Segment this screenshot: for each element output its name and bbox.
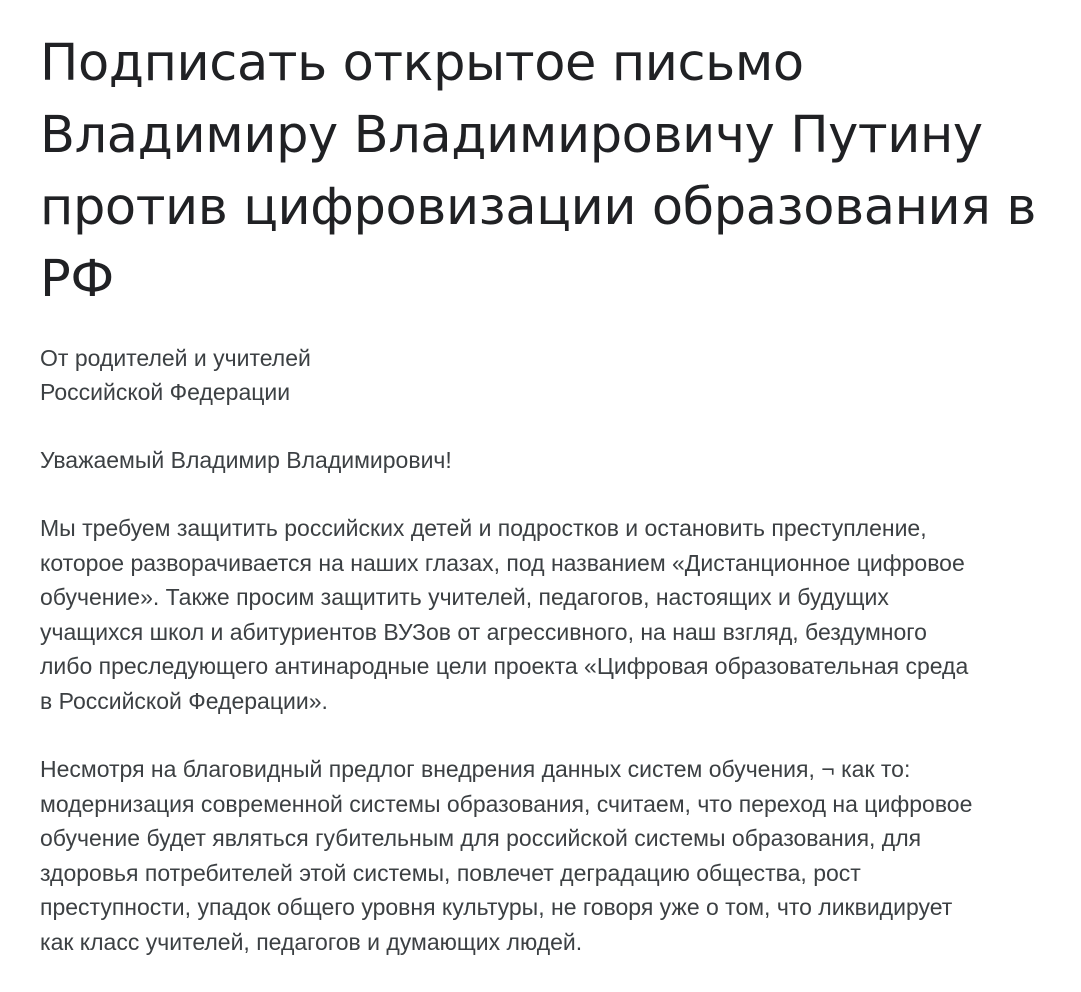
greeting: Уважаемый Владимир Владимирович!: [40, 447, 452, 473]
paragraph-line: Мы требуем защитить российских детей и подростков и остановить преступление,: [40, 515, 927, 541]
paragraph-line: учащихся школ и абитуриентов ВУЗов от агрессивного, на наш взгляд, бездумного: [40, 618, 927, 645]
paragraph-line: здоровья потребителей этой системы, повлечет деградацию общества, рост: [40, 859, 861, 886]
page-title: [40, 28, 1060, 316]
paragraph-line: в Российской Федерации».: [40, 687, 328, 714]
sender-line: От родителей и учителей: [40, 345, 311, 371]
body-paragraph-2: [40, 752, 1081, 959]
paragraph-line: которое разворачивается на наших глазах, под названием «Дистанционное цифровое: [40, 549, 965, 576]
paragraph-line: модернизация современной системы образования, считаем, что переход на цифровое: [40, 790, 973, 817]
paragraph-line: обучение будет являться губительным для российской системы образования, для: [40, 825, 922, 851]
sender-line: Российской Федерации: [40, 379, 291, 405]
paragraph-line: либо преследующего антинародные цели проекта «Цифровая образовательная среда: [40, 653, 969, 679]
title-line: против цифровизации образования в: [40, 178, 1037, 237]
sender-block: [40, 341, 1081, 409]
title-line: Владимиру Владимировичу Путину: [40, 106, 983, 165]
paragraph-line: обучение». Также просим защитить учителей, педагогов, настоящих и будущих: [40, 584, 889, 610]
title-line: Подписать открытое письмо: [40, 34, 804, 93]
paragraph-line: как класс учителей, педагогов и думающих людей.: [40, 928, 583, 955]
paragraph-line: Несмотря на благовидный предлог внедрения данных систем обучения, ¬ как то:: [40, 756, 911, 782]
title-line: РФ: [40, 250, 114, 309]
body-paragraph-1: [40, 511, 1081, 718]
paragraph-line: преступности, упадок общего уровня культуры, не говоря уже о том, что ликвидирует: [40, 894, 953, 920]
